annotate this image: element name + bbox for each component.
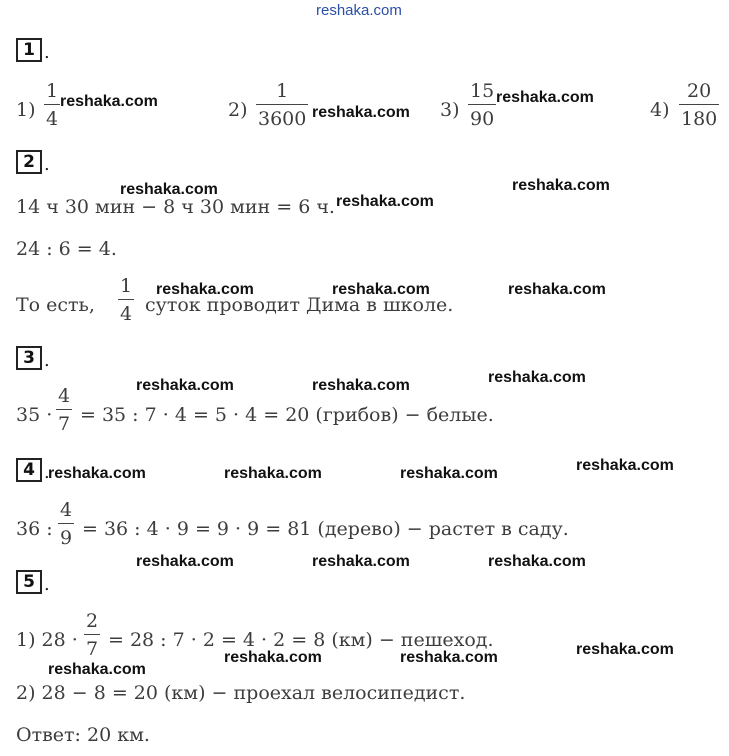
fraction-denominator: 7 [58, 413, 71, 436]
task-1-label: 1 [16, 38, 42, 62]
watermark: reshaka.com [512, 177, 610, 194]
watermark: reshaka.com [224, 649, 322, 666]
fraction-numerator: 1 [276, 80, 289, 102]
fraction-denominator: 4 [120, 303, 133, 326]
watermark: reshaka.com [576, 641, 674, 658]
option-4-number: 4) [650, 99, 670, 121]
fraction-numerator: 1 [120, 275, 133, 297]
task-2-line-3-end: суток проводит Дима в школе. [145, 294, 454, 316]
watermark: reshaka.com [48, 661, 146, 678]
watermark: reshaka.com [136, 377, 234, 394]
fraction-bar [56, 409, 72, 410]
watermark: reshaka.com [312, 377, 410, 394]
label-dot: . [44, 350, 50, 371]
task-4-fraction [58, 499, 74, 549]
label-dot: . [44, 42, 50, 63]
watermark: reshaka.com [400, 465, 498, 482]
fraction-bar [256, 104, 308, 105]
site-header-link[interactable]: reshaka.com [316, 2, 402, 19]
watermark: reshaka.com [488, 553, 586, 570]
task-5-fraction [84, 610, 100, 660]
task-3-expr-start: 35 · [16, 404, 53, 426]
watermark: reshaka.com [312, 553, 410, 570]
fraction-bar [84, 634, 100, 635]
fraction-denominator: 4 [46, 108, 59, 131]
watermark: reshaka.com [576, 457, 674, 474]
fraction-denominator: 90 [470, 108, 495, 131]
watermark: reshaka.com [488, 369, 586, 386]
watermark: reshaka.com [136, 553, 234, 570]
watermark: reshaka.com [48, 465, 146, 482]
fraction-bar [58, 523, 74, 524]
watermark: reshaka.com [224, 465, 322, 482]
answer: Ответ: 20 км. [16, 724, 150, 746]
task-3-fraction [56, 385, 72, 435]
fraction-bar [44, 104, 60, 105]
fraction-bar [468, 104, 496, 105]
option-1-fraction [44, 80, 60, 130]
task-2-line-1: 14 ч 30 мин − 8 ч 30 мин = 6 ч. [16, 196, 335, 218]
task-4-expr-end: = 36 : 4 · 9 = 9 · 9 = 81 (дерево) − растет в саду. [82, 518, 569, 540]
watermark: reshaka.com [156, 281, 254, 298]
watermark: reshaka.com [508, 281, 606, 298]
option-2-number: 2) [228, 99, 248, 121]
task-2-fraction [118, 275, 134, 325]
watermark: reshaka.com [312, 104, 410, 121]
fraction-denominator: 9 [60, 527, 73, 550]
task-5-label: 5 [16, 570, 42, 594]
fraction-bar [118, 299, 134, 300]
fraction-bar [679, 104, 719, 105]
fraction-numerator: 4 [60, 499, 73, 521]
option-2-fraction [256, 80, 308, 130]
watermark: reshaka.com [332, 281, 430, 298]
watermark: reshaka.com [336, 193, 434, 210]
fraction-numerator: 20 [687, 80, 712, 102]
task-2-line-3-start: То есть, [16, 294, 95, 316]
fraction-denominator: 3600 [258, 108, 307, 131]
fraction-numerator: 4 [58, 385, 71, 407]
watermark: reshaka.com [496, 89, 594, 106]
task-3-expr-end: = 35 : 7 · 4 = 5 · 4 = 20 (грибов) − белые. [80, 404, 494, 426]
label-dot: . [44, 462, 50, 483]
task-2-line-2: 24 : 6 = 4. [16, 238, 117, 260]
task-4-label: 4 [16, 458, 42, 482]
option-1-number: 1) [16, 99, 36, 121]
task-5-line-2: 2) 28 − 8 = 20 (км) − проехал велосипедист. [16, 682, 466, 704]
task-3-label: 3 [16, 346, 42, 370]
option-3-fraction [468, 80, 496, 130]
option-4-fraction [679, 80, 719, 130]
fraction-denominator: 180 [681, 108, 718, 131]
watermark: reshaka.com [60, 93, 158, 110]
task-4-expr-start: 36 : [16, 518, 53, 540]
watermark: reshaka.com [400, 649, 498, 666]
watermark: reshaka.com [120, 181, 218, 198]
fraction-numerator: 15 [470, 80, 495, 102]
fraction-numerator: 1 [46, 80, 59, 102]
label-dot: . [44, 154, 50, 175]
fraction-numerator: 2 [86, 610, 99, 632]
label-dot: . [44, 574, 50, 595]
task-2-label: 2 [16, 150, 42, 174]
fraction-denominator: 7 [86, 638, 99, 661]
task-5-line-1-start: 1) 28 · [16, 629, 78, 651]
option-3-number: 3) [440, 99, 460, 121]
task-5-line-1-end: = 28 : 7 · 2 = 4 · 2 = 8 (км) − пешеход. [108, 629, 494, 651]
